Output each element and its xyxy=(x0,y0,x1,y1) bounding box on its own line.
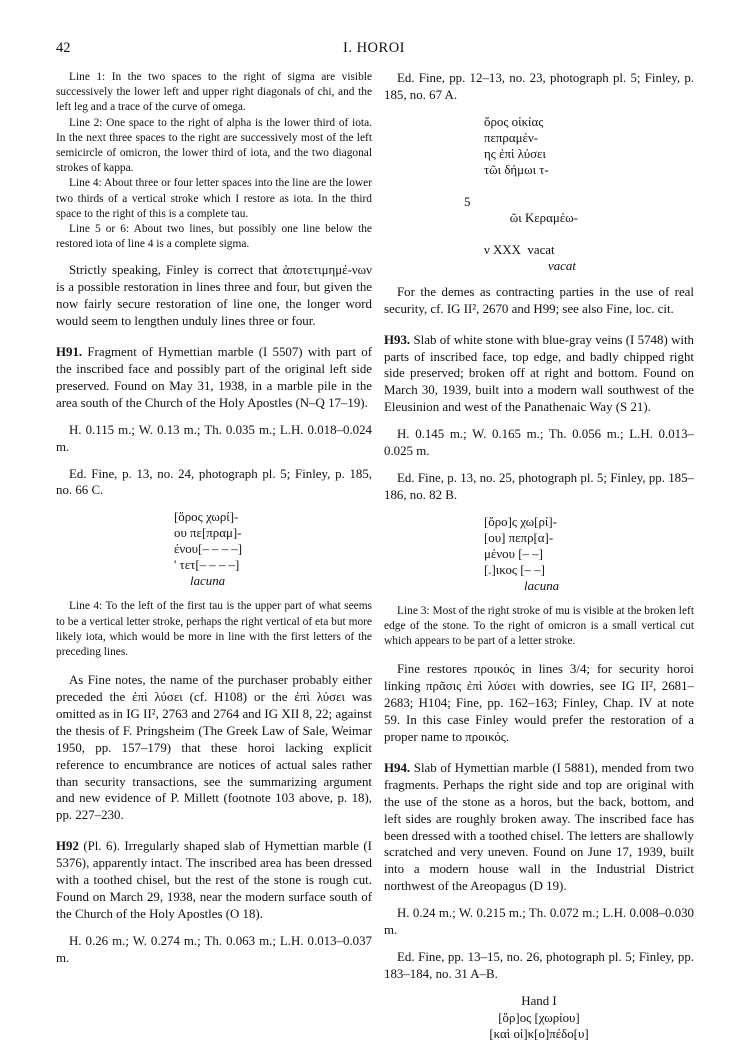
entry-description: Slab of Hymettian marble (I 5881), mended from two fragments. Perhaps the right side and top are original with the use of the stone as a horos, but the back, bottom, and left sides are roughly broken away. The inscribed face has been dressed with a toothed chisel. The letters are shallowly scratched and very uneven. Found on June 17, 1939, built into a modern house wall in the Industrial District northwest of the Areopagus (D 19). xyxy=(384,760,694,894)
inscription-line-text: ῶι Κεραμέω- xyxy=(509,210,578,225)
inscription-line: [ὅρο]ς χω[ρί]- xyxy=(484,514,557,529)
commentary-paragraph: As Fine notes, the name of the purchaser probably either preceded the ἐπὶ λύσει (cf. H108) or the ἐπὶ λύσει was omitted as in IG II², 2763 and 2764 and IG XII 8, 22; against the thesis of F. Pringsheim (The Greek Law of Sale, Weimar 1950, pp. 157–179) that these horoi lacking explicit reference to encumbrance are notices of actual sales rather than security transactions, see the summarizing argument and new evidence of P. Millett (footnote 103 above, p. 18), pp. 227–230. xyxy=(56,673,372,823)
inscription-line: [καὶ οἰ]κ[ο]πέδο[υ] xyxy=(489,1026,589,1041)
inscription-line: ου πε[πραμ]- xyxy=(174,526,242,541)
entry-edition: Ed. Fine, p. 13, no. 24, photograph pl. 5; Finley, p. 185, no. 66 C. xyxy=(56,466,372,498)
entry-label: H91. xyxy=(56,345,83,360)
lacuna-label: lacuna xyxy=(524,578,560,593)
entry-label: H94. xyxy=(384,760,411,775)
left-column xyxy=(56,70,372,977)
inscription-text xyxy=(384,1010,694,1042)
entry-h94 xyxy=(384,760,694,1042)
page-number: 42 xyxy=(56,40,71,56)
note-line-5-6: Line 5 or 6: About two lines, but possibly one line below the restored iota of line 4 is a complete sigma. xyxy=(56,223,372,251)
inscription-line: ν XXX vacat xyxy=(484,242,555,257)
entry-label: H93. xyxy=(384,332,411,347)
commentary-paragraph: For the demes as contracting parties in the use of real security, cf. IG II², 2670 and H99; see also Fine, loc. cit. xyxy=(384,284,694,316)
entry-h93 xyxy=(384,332,694,746)
lacuna-label: lacuna xyxy=(190,574,226,589)
entry-description: (Pl. 6). Irregularly shaped slab of Hymettian marble (I 5376), apparently intact. The inscribed area has been dressed with a toothed chisel, but the rest of the stone is rough cut. Found on March 29, 1938, near the modern surface south of the Church of the Holy Apostles (O 18). xyxy=(56,839,372,921)
inscription-note: Line 4: To the left of the first tau is the upper part of what seems to be a vertical letter stroke, perhaps the right vertical of eta but more likely iota, which would be more in line with the first letters of the preceding lines. xyxy=(56,600,372,658)
epigraphic-notes xyxy=(56,70,372,252)
line-number: 5 xyxy=(464,194,471,209)
entry-description: Slab of white stone with blue-gray veins (I 5748) with parts of inscribed face, top edge, and badly chipped right side preserved; broken off at right and bottom. Found on March 30, 1939, built into a modern wall southwest of the Eleusinion and west of the Panathenaic Way (S 21). xyxy=(384,332,694,415)
entry-dimensions: H. 0.115 m.; W. 0.13 m.; Th. 0.035 m.; L.H. 0.018–0.024 m. xyxy=(56,422,372,454)
inscription-line: [.]ικος [– –] xyxy=(484,562,545,577)
entry-dimensions: H. 0.26 m.; W. 0.274 m.; Th. 0.063 m.; L.H. 0.013–0.037 m. xyxy=(56,933,372,965)
note-line-1: Line 1: In the two spaces to the right of sigma are visible successively the lower left and upper right diagonals of chi, and the left leg and a trace of the curve of omega. xyxy=(56,71,372,114)
entry-dimensions: H. 0.24 m.; W. 0.215 m.; Th. 0.072 m.; L.H. 0.008–0.030 m. xyxy=(384,906,694,938)
inscription-line xyxy=(464,178,694,242)
inscription-line: τῶι δήμωι τ- xyxy=(484,162,549,177)
entry-edition: Ed. Fine, p. 13, no. 25, photograph pl. 5; Finley, pp. 185–186, no. 82 B. xyxy=(384,470,694,502)
entry-h92 xyxy=(56,838,372,966)
entry-edition: Ed. Fine, pp. 13–15, no. 26, photograph pl. 5; Finley, pp. 183–184, no. 31 A–B. xyxy=(384,949,694,981)
inscription-text xyxy=(484,514,694,594)
entry-dimensions: H. 0.145 m.; W. 0.165 m.; Th. 0.056 m.; L.H. 0.013–0.025 m. xyxy=(384,427,694,459)
entry-description: Fragment of Hymettian marble (I 5507) with part of the inscribed face and possibly part of the original left side preserved. Found on May 31, 1938, in a marble pile in the area south of the Church of the Holy Apostles (N–Q 17–19). xyxy=(56,345,372,410)
running-header xyxy=(56,40,692,60)
inscription-line: ης ἐπὶ λύσει xyxy=(484,146,546,161)
inscription-line: ' τετ[– – – –] xyxy=(174,558,240,573)
inscription-line: ὅρος οἰκίας xyxy=(484,114,544,129)
right-column xyxy=(384,70,694,1042)
inscription-line: [ου] πεπρ[α]- xyxy=(484,530,554,545)
inscription-text xyxy=(464,114,694,274)
vacat-label: vacat xyxy=(548,258,576,273)
note-line-2: Line 2: One space to the right of alpha is the lower third of iota. In the next three spaces to the right are successively most of the left semicircle of omicron, the lower third of iota, and the two diagonal strokes of kappa. xyxy=(56,116,372,175)
inscription-note: Line 3: Most of the right stroke of mu is visible at the broken left edge of the stone. To the right of omicron is a small vertical cut which appears to be part of a letter stroke. xyxy=(384,604,694,648)
entry-label: H92 xyxy=(56,839,79,854)
commentary-paragraph: Strictly speaking, Finley is correct that ἀποτετιμημέ-νων is a possible restoration in lines three and four, but given the now fairly secure restoration of line one, the longer word would seem to lengthen unduly lines three or four. xyxy=(56,263,372,329)
hand-label: Hand I xyxy=(521,993,557,1008)
entry-h91 xyxy=(56,344,372,824)
inscription-text xyxy=(174,509,372,589)
entry-edition: Ed. Fine, pp. 12–13, no. 23, photograph pl. 5; Finley, p. 185, no. 67 A. xyxy=(384,71,694,102)
inscription-line: μένου [– –] xyxy=(484,546,543,561)
inscription-line: ένου[– – – –] xyxy=(174,542,243,557)
inscription-line: πεπραμέν- xyxy=(484,130,539,145)
running-title: I. HOROI xyxy=(343,40,405,56)
commentary-paragraph: Fine restores προικός in lines 3/4; for security horoi linking πρᾶσις ἐπὶ λύσει with dowries, see IG II², 2681–2683; H104; Fine, pp. 162–163; Finley, Chap. IV at note 59. In this case Finley would prefer the restoration of a proper name to προικός. xyxy=(384,662,694,745)
note-line-4: Line 4: About three or four letter spaces into the line are the lower two thirds of a vertical stroke which I restore as iota. In the third space to the right of this is a complete tau. xyxy=(56,177,372,220)
inscription-line: [ὅρος χωρί]- xyxy=(174,510,239,525)
inscription-line: [ὅρ]ος [χωρίου] xyxy=(498,1010,580,1025)
